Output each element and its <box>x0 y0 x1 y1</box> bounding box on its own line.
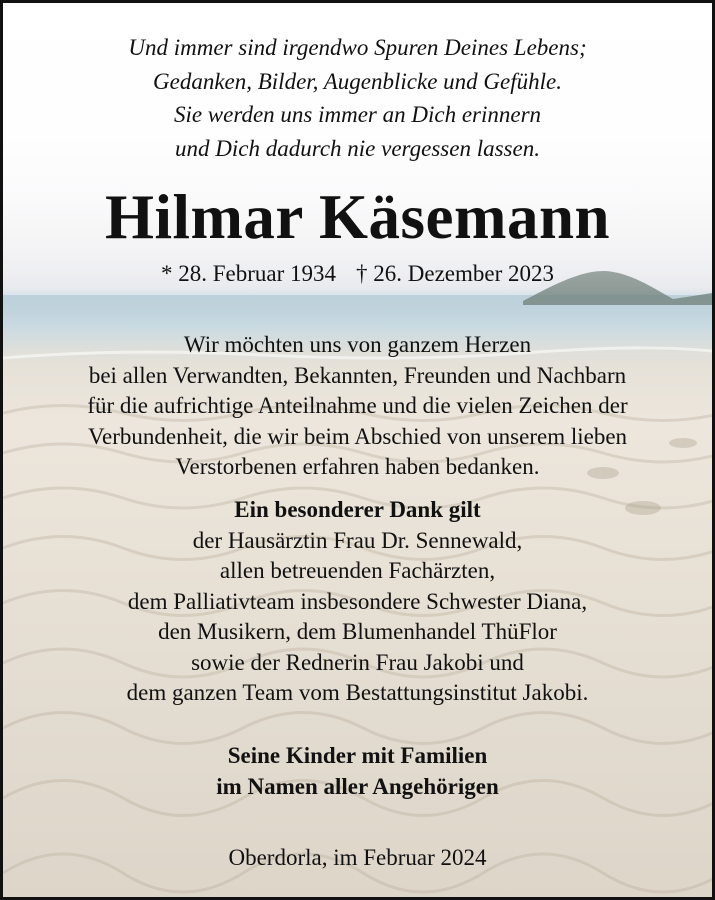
deceased-name: Hilmar Käsemann <box>104 182 611 252</box>
poem-line: Und immer sind irgendwo Spuren Deines Lebens; <box>128 35 587 60</box>
special-thanks-line: sowie der Rednerin Frau Jakobi und <box>191 649 524 675</box>
thanks-line: für die aufrichtige Anteilnahme und die vielen Zeichen der <box>87 393 628 418</box>
special-thanks-heading: Ein besonderer Dank gilt <box>234 497 481 522</box>
poem-line: Gedanken, Bilder, Augenblicke und Gefühle. <box>153 68 562 94</box>
special-thanks-line: den Musikern, dem Blumenhandel ThüFlor <box>158 619 557 644</box>
death-date: † 26. Dezember 2023 <box>356 261 555 286</box>
memorial-poem <box>3 31 712 165</box>
poem-line: und Dich dadurch nie vergessen lassen. <box>175 135 540 161</box>
thanks-paragraph <box>3 330 712 483</box>
thanks-line: Verstorbenen erfahren haben bedanken. <box>175 454 540 479</box>
life-dates <box>3 259 712 289</box>
special-thanks <box>3 495 712 709</box>
special-thanks-line: der Hausärztin Frau Dr. Sennewald, <box>192 527 523 553</box>
signature-line: im Namen aller Angehörigen <box>216 774 499 799</box>
place-and-date: Oberdorla, im Februar 2024 <box>228 845 487 870</box>
special-thanks-line: dem Palliativteam insbesondere Schwester Diana, <box>127 588 588 614</box>
birth-date: * 28. Februar 1934 <box>160 261 337 286</box>
thanks-line: Verbundenheit, die wir beim Abschied von unserem lieben <box>87 423 628 449</box>
thanks-line: Wir möchten uns von ganzem Herzen <box>183 332 532 357</box>
thanks-line: bei allen Verwandten, Bekannten, Freunden und Nachbarn <box>88 362 627 388</box>
family-signature <box>3 740 712 802</box>
special-thanks-line: dem ganzen Team vom Bestattungsinstitut Jakobi. <box>126 680 589 705</box>
special-thanks-line: allen betreuenden Fachärzten, <box>219 558 496 583</box>
obituary-content <box>3 3 712 897</box>
signature-line: Seine Kinder mit Familien <box>227 743 488 768</box>
poem-line: Sie werden uns immer an Dich erinnern <box>173 102 542 127</box>
